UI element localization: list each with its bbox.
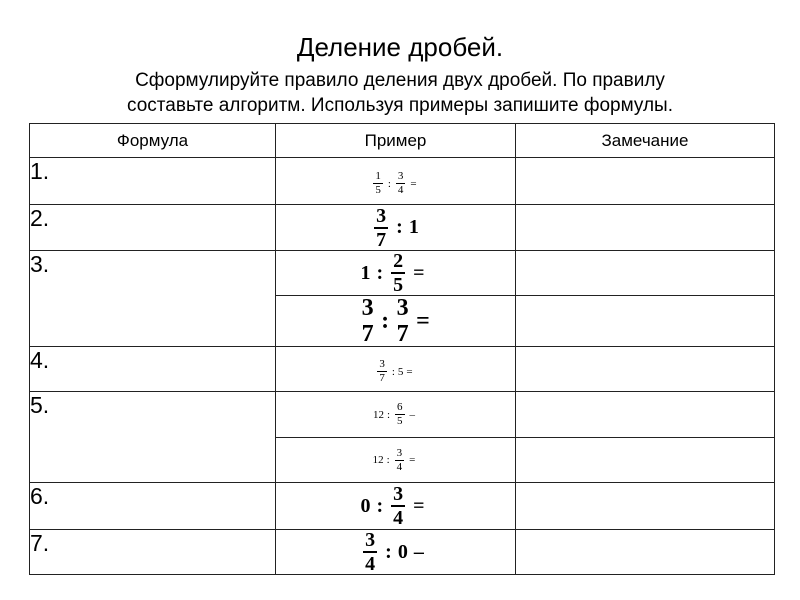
operator: : bbox=[376, 494, 384, 517]
header-example: Пример bbox=[276, 124, 516, 158]
fraction bbox=[395, 448, 405, 473]
task-line-1: Сформулируйте правило деления двух дробей. По правилу bbox=[135, 70, 665, 91]
denominator: 4 bbox=[397, 184, 404, 196]
table-row bbox=[30, 205, 775, 251]
example-expression bbox=[360, 251, 430, 295]
note-cell[interactable] bbox=[516, 392, 775, 438]
task-line-2: составьте алгоритм. Используя примеры запишите формулы. bbox=[127, 95, 673, 116]
note-cell[interactable] bbox=[516, 158, 775, 205]
example-cell bbox=[276, 438, 516, 483]
note-cell[interactable] bbox=[516, 296, 775, 347]
operator: : bbox=[381, 307, 390, 334]
denominator: 7 bbox=[376, 228, 387, 251]
note-cell[interactable] bbox=[516, 251, 775, 296]
denominator: 7 bbox=[379, 372, 385, 384]
equals-sign: = bbox=[410, 177, 417, 190]
row-number: 6. bbox=[30, 483, 276, 530]
row-number: 2. bbox=[30, 205, 276, 251]
equals-sign: = bbox=[413, 261, 425, 284]
note-cell[interactable] bbox=[516, 205, 775, 251]
equals-sign: = bbox=[406, 365, 413, 378]
operand: 0 bbox=[397, 540, 408, 563]
example-expression bbox=[372, 206, 419, 250]
example-expression bbox=[358, 296, 434, 346]
equals-sign: = bbox=[413, 494, 425, 517]
formulas-table bbox=[29, 123, 775, 575]
numerator: 3 bbox=[396, 295, 410, 321]
fraction bbox=[374, 206, 388, 250]
table-row bbox=[30, 158, 775, 205]
example-expression bbox=[375, 359, 415, 384]
note-cell[interactable] bbox=[516, 483, 775, 530]
row-number: 4. bbox=[30, 347, 276, 392]
numerator: 1 bbox=[375, 170, 381, 182]
operand: 0 bbox=[360, 494, 371, 517]
operand: 1 bbox=[408, 216, 419, 238]
example-cell bbox=[276, 530, 516, 575]
example-cell bbox=[276, 251, 516, 296]
operator: : bbox=[385, 540, 392, 563]
example-cell bbox=[276, 205, 516, 251]
numerator: 3 bbox=[361, 295, 375, 321]
example-expression bbox=[360, 484, 430, 528]
numerator: 2 bbox=[393, 250, 404, 272]
operator: : bbox=[396, 216, 403, 238]
example-expression bbox=[373, 402, 418, 427]
operator: : bbox=[387, 177, 391, 190]
denominator: 5 bbox=[375, 184, 381, 196]
example-cell bbox=[276, 392, 516, 438]
note-cell[interactable] bbox=[516, 347, 775, 392]
numerator: 3 bbox=[396, 446, 403, 459]
operator: : bbox=[376, 261, 384, 284]
task-description bbox=[0, 68, 800, 118]
header-formula: Формула bbox=[30, 124, 276, 158]
numerator: 6 bbox=[397, 401, 403, 413]
fraction bbox=[395, 296, 412, 346]
numerator: 3 bbox=[365, 529, 376, 551]
equals-sign: – bbox=[409, 408, 416, 421]
operand: 1 bbox=[360, 261, 371, 284]
example-cell bbox=[276, 296, 516, 347]
example-expression bbox=[361, 530, 430, 574]
example-expression bbox=[371, 171, 419, 196]
fraction bbox=[360, 296, 377, 346]
example-cell bbox=[276, 158, 516, 205]
example-cell bbox=[276, 347, 516, 392]
fraction bbox=[363, 530, 377, 574]
operand: 12 bbox=[372, 408, 384, 421]
equals-sign: – bbox=[413, 540, 424, 563]
table-row bbox=[30, 251, 775, 296]
denominator: 4 bbox=[393, 507, 404, 529]
fraction bbox=[396, 171, 406, 196]
operand: 5 bbox=[397, 365, 404, 378]
table-row bbox=[30, 483, 775, 530]
fraction bbox=[391, 484, 405, 528]
denominator: 5 bbox=[397, 415, 403, 427]
row-number: 7. bbox=[30, 530, 276, 575]
operator: : bbox=[386, 408, 391, 421]
equals-sign: = bbox=[416, 307, 431, 334]
operand: 12 bbox=[372, 454, 384, 466]
operator: : bbox=[391, 365, 395, 378]
row-number: 3. bbox=[30, 251, 276, 347]
example-expression bbox=[373, 448, 419, 473]
denominator: 7 bbox=[361, 321, 375, 347]
table-row bbox=[30, 392, 775, 438]
table-row bbox=[30, 530, 775, 575]
fraction bbox=[373, 171, 383, 196]
note-cell[interactable] bbox=[516, 438, 775, 483]
equals-sign: = bbox=[409, 454, 416, 466]
fraction bbox=[391, 251, 405, 295]
page-title: Деление дробей. bbox=[296, 32, 504, 62]
numerator: 3 bbox=[397, 170, 404, 182]
note-cell[interactable] bbox=[516, 530, 775, 575]
row-number: 1. bbox=[30, 158, 276, 205]
fraction bbox=[395, 402, 405, 427]
operator: : bbox=[386, 454, 390, 466]
header-note: Замечание bbox=[516, 124, 775, 158]
numerator: 3 bbox=[376, 204, 387, 227]
denominator: 7 bbox=[396, 321, 410, 347]
numerator: 3 bbox=[393, 483, 404, 505]
table-header-row bbox=[30, 124, 775, 158]
denominator: 5 bbox=[393, 274, 404, 296]
fraction bbox=[377, 359, 387, 384]
denominator: 4 bbox=[365, 553, 376, 575]
table-row bbox=[30, 347, 775, 392]
numerator: 3 bbox=[379, 358, 385, 370]
denominator: 4 bbox=[396, 460, 403, 473]
row-number: 5. bbox=[30, 392, 276, 483]
example-cell bbox=[276, 483, 516, 530]
